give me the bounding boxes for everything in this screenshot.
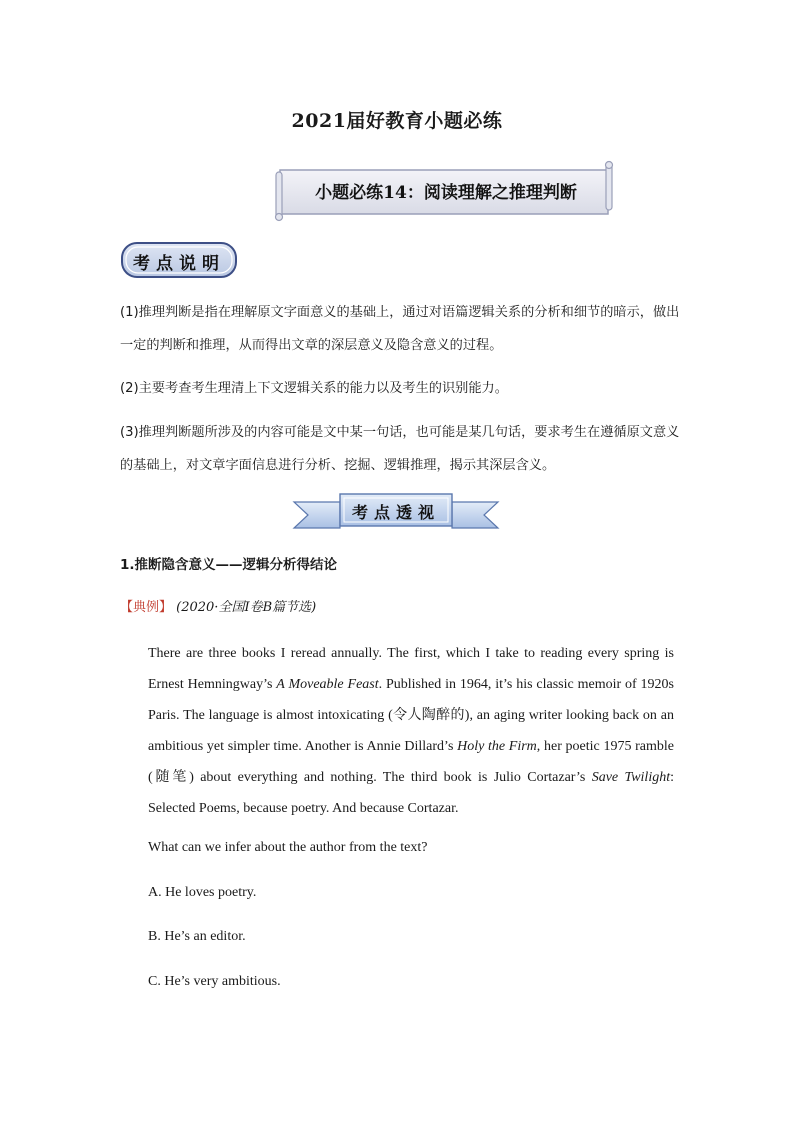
badge-perspective-label: 考点透视 bbox=[351, 503, 440, 522]
passage-text-4: : Selected Poems, because poetry. And because Cortazar. bbox=[148, 770, 674, 816]
point-1: (1)推理判断是指在理解原文字面意义的基础上，通过对语篇逻辑关系的分析和细节的暗示，做出一定的判断和推理，从而得出文章的深层意义及隐含意义的过程。 bbox=[120, 305, 680, 353]
option-a: A. He loves poetry. bbox=[148, 885, 257, 900]
point-2: (2)主要考查考生理清上下文逻辑关系的能力以及考生的识别能力。 bbox=[120, 381, 508, 396]
document-title: 2021届好教育小题必练 bbox=[291, 110, 503, 132]
book-title-1: A Moveable Feast bbox=[276, 677, 379, 692]
badge-perspective bbox=[292, 490, 500, 532]
passage-text-2: . Published in 1964, it’s his classic memoir of 1920s Paris. The language is almost intoxicating (令人陶醉的), an aging writer looking back on an ambitious yet simpler time. Another is Annie Dillard’s bbox=[148, 677, 675, 754]
option-c: C. He’s very ambitious. bbox=[148, 974, 281, 989]
passage-text-1: There are three books I reread annually. The first, which I take to reading every spring is Ernest Hemningway’s bbox=[148, 646, 674, 692]
passage bbox=[148, 638, 674, 824]
badge-key-points-label: 考点说明 bbox=[133, 254, 225, 274]
book-title-3: Save Twilight bbox=[591, 770, 671, 785]
example-label bbox=[120, 596, 316, 615]
scroll-banner bbox=[272, 160, 616, 222]
scroll-title: 小题必练14：阅读理解之推理判断 bbox=[315, 183, 577, 203]
example-tag: 【典例】 bbox=[120, 600, 173, 615]
example-source: (2020·全国I卷B篇节选) bbox=[176, 600, 317, 615]
section-heading: 1.推断隐含意义——逻辑分析得结论 bbox=[120, 557, 338, 573]
point-3: (3)推理判断题所涉及的内容可能是文中某一句话，也可能是某几句话，要求考生在遵循原文意义的基础上，对文章字面信息进行分析、挖掘、逻辑推理，揭示其深层含义。 bbox=[120, 425, 680, 473]
passage-text-3: , her poetic 1975 ramble (随笔) about everything and nothing. The third book is Julio Cortazar’s bbox=[148, 739, 675, 785]
book-title-2: Holy the Firm bbox=[457, 739, 537, 754]
badge-key-points bbox=[120, 241, 238, 279]
question: What can we infer about the author from the text? bbox=[148, 840, 428, 855]
option-b: B. He’s an editor. bbox=[148, 929, 246, 944]
